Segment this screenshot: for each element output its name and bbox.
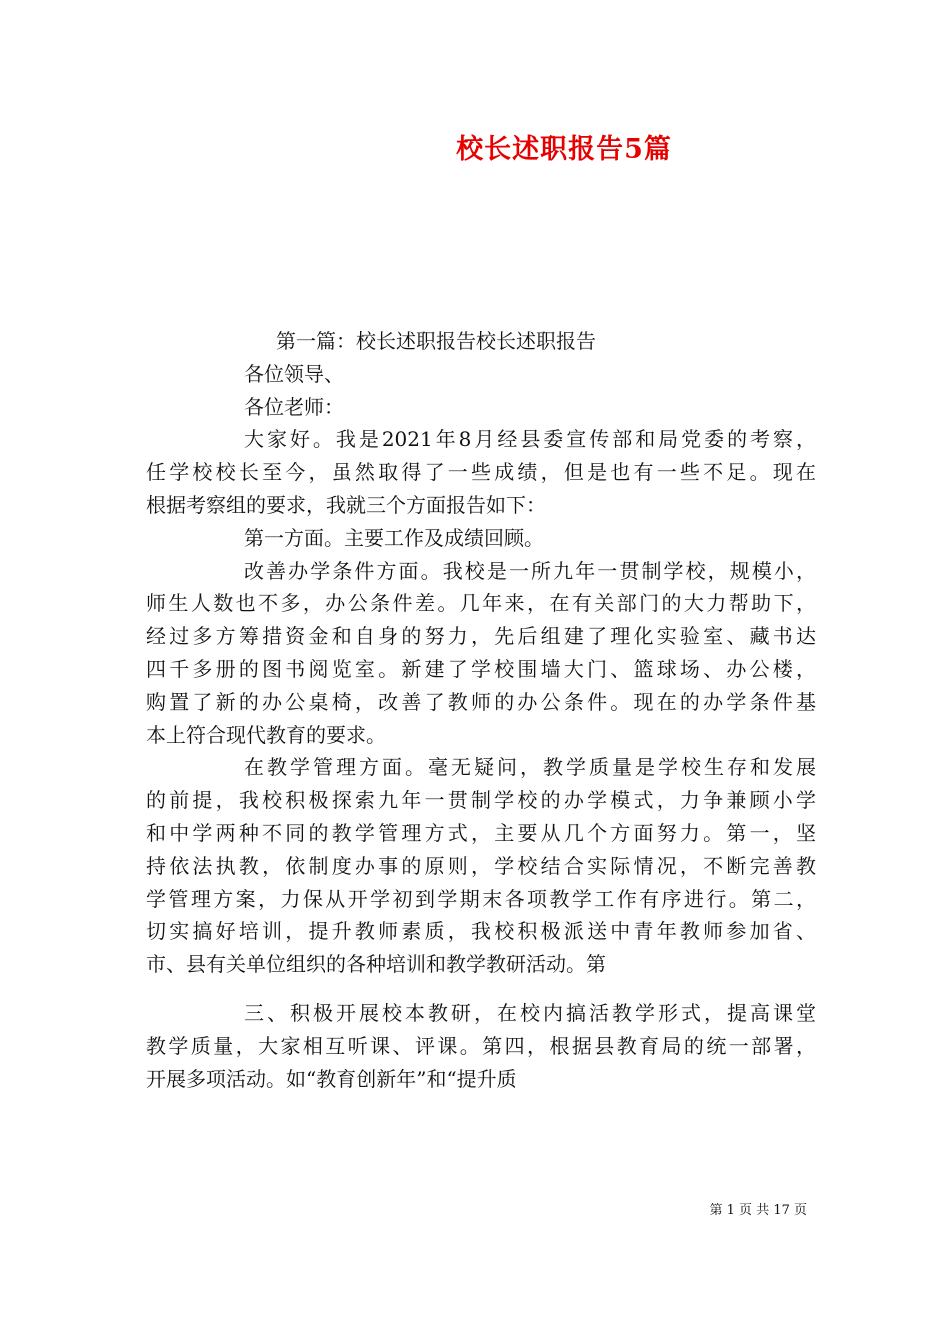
paragraph-line: 的前提，我校积极探索九年一贯制学校的办学模式，力争兼顾小学	[146, 788, 816, 813]
paragraph-line: 师生人数也不多，办公条件差。几年来，在有关部门的大力帮助下，	[146, 591, 816, 616]
document-body	[146, 325, 816, 1095]
document-title: 校长述职报告5篇	[456, 134, 672, 165]
paragraph-line: 本上符合现代教育的要求。	[146, 722, 386, 747]
paragraph-line: 根据考察组的要求，我就三个方面报告如下：	[146, 492, 546, 517]
paragraph-line: 市、县有关单位组织的各种培训和教学教研活动。第	[146, 952, 606, 977]
paragraph-line: 在教学管理方面。毫无疑问，教学质量是学校生存和发展	[244, 755, 816, 780]
page-break-gap	[146, 981, 816, 997]
paragraph-line: 开展多项活动。如“教育创新年”和“提升质	[146, 1066, 517, 1091]
paragraph-line: 切实搞好培训，提升教师素质，我校积极派送中青年教师参加省、	[146, 919, 816, 944]
section-heading: 第一篇：校长述职报告校长述职报告	[276, 329, 596, 353]
paragraph-line: 三、积极开展校本教研，在校内搞活教学形式，提高课堂	[244, 1000, 816, 1025]
paragraph-line: 持依法执教，依制度办事的原则，学校结合实际情况，不断完善教	[146, 853, 816, 878]
paragraph-line: 大家好。我是2021年8月经县委宣传部和局党委的考察，	[244, 427, 816, 452]
page-number: 第 1 页 共 17 页	[709, 1203, 807, 1218]
paragraph-line: 任学校校长至今，虽然取得了一些成绩，但是也有一些不足。现在	[146, 460, 816, 485]
paragraph-line: 购置了新的办公桌椅，改善了教师的办公条件。现在的办学条件基	[146, 689, 816, 714]
paragraph-line: 教学质量，大家相互听课、评课。第四，根据县教育局的统一部署，	[146, 1033, 816, 1058]
paragraph-line: 和中学两种不同的教学管理方式，主要从几个方面努力。第一，坚	[146, 820, 816, 845]
paragraph-line: 学管理方案，力保从开学初到学期末各项教学工作有序进行。第二，	[146, 886, 816, 911]
subsection-heading: 第一方面。主要工作及成绩回顾。	[244, 525, 544, 550]
paragraph-line: 经过多方筹措资金和自身的努力，先后组建了理化实验室、藏书达	[146, 624, 816, 649]
paragraph-line: 四千多册的图书阅览室。新建了学校围墙大门、篮球场、办公楼，	[146, 656, 816, 681]
salutation-line: 各位老师：	[244, 394, 344, 419]
salutation-line: 各位领导、	[244, 361, 344, 386]
paragraph-line: 改善办学条件方面。我校是一所九年一贯制学校，规模小，	[244, 558, 816, 583]
